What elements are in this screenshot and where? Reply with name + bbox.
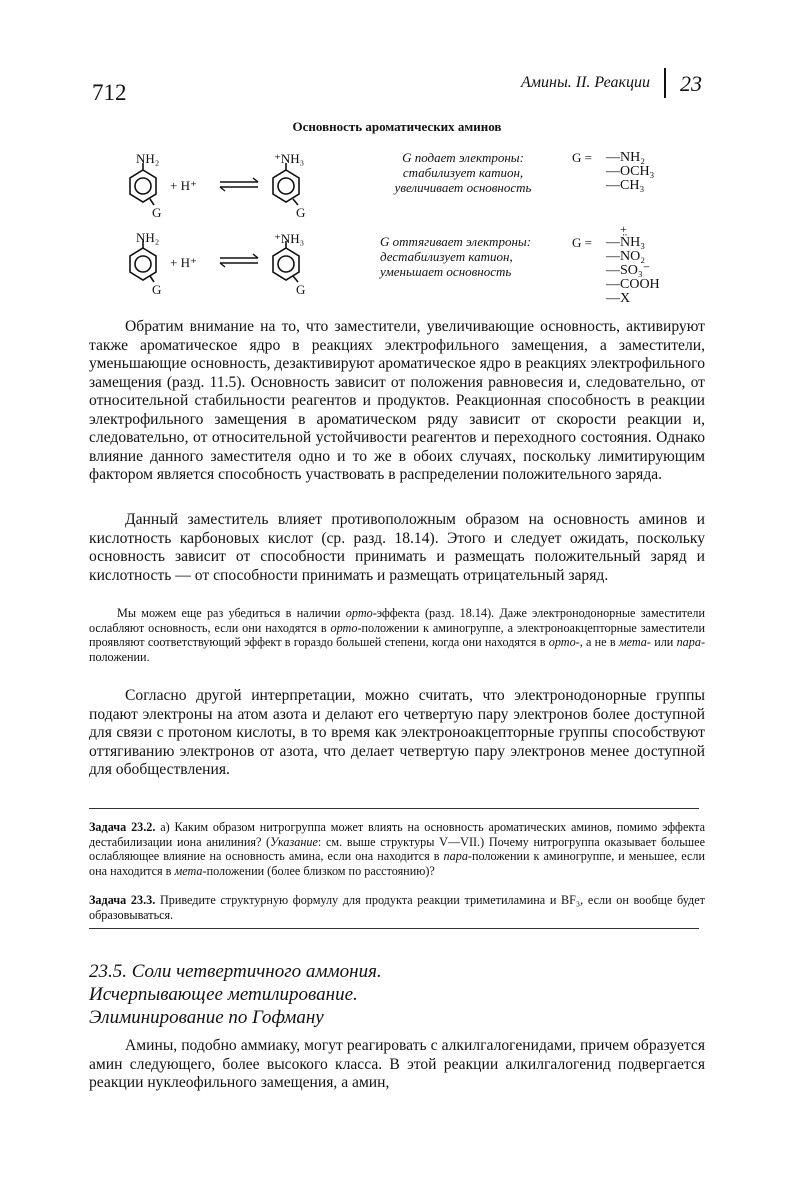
figure-title: Основность ароматических аминов (292, 119, 502, 134)
section-heading-line: Элиминирование по Гофману (89, 1007, 324, 1028)
running-title: Амины. II. Реакции (521, 74, 650, 91)
g-prefix-2: G = (572, 235, 592, 250)
group-item: —X (606, 291, 631, 306)
donor-note: G подает электроны: стабилизует катион, увеличивает основность (394, 150, 532, 195)
nh2-label-2: NH₂ (136, 230, 160, 245)
paragraph-3: Согласно другой интерпретации, можно считать, что электронодонорные группы подают электроны на атом азота и делают его четвертую пару электронов более доступной для связи с протоном кислоты, в то время как электроноакцепторные группы способствуют оттягиванию электронов от азота, что делает четвертую пару электронов менее доступной для обобществления. (89, 687, 705, 778)
benzene-ring-right-1 (273, 163, 299, 205)
chapter-number: 23 (680, 71, 702, 96)
plus-mark: + (620, 222, 627, 236)
section-heading-line: 23.5. Соли четвертичного аммония. (89, 961, 382, 982)
benzene-ring-left-2 (130, 241, 156, 282)
problem-23-2: Задача 23.2. а) Каким образом нитрогруппа может влиять на основность ароматических аминов, помимо эффекта дестабилизации иона анилиния? (Указание: см. выше структуры V—VII.) Почему нитрогруппа оказывает большее ослабляющее влияние на основность амина, если она находится в пара-положении к аминогруппе, и меньшее, если она находится в мета-положении (более близком по расстоянию)? (89, 820, 706, 878)
group-item: —NH₂ (606, 150, 646, 165)
problems-top-rule (89, 808, 699, 809)
paragraph-1: Обратим внимание на то, что заместители, увеличивающие основность, активируют также ароматическое ядро в реакциях электрофильного замещения, а заместители, уменьшающие основность, дезактивируют ароматическое ядро в реакциях электрофильного замещения (разд. 11.5). Основность зависит от положения равновесия и, следовательно, от относительной стабильности реагентов и продуктов. Реакционная способность в реакции электрофильного замещения в ароматическом ряду зависит от скорости реакции и, следовательно, от относительной устойчивости реагентов и переходного состояния. Однако влияние данного заместителя одно и то же в обоих случаях, поскольку лимитирующим фактором является способность участвовать в распределении положительного заряда. (89, 318, 705, 483)
acceptor-groups (606, 236, 660, 306)
benzene-ring-right-2 (273, 241, 299, 282)
reaction-scheme (110, 145, 330, 305)
small-note: Мы можем еще раз убедиться в наличии орто-эффекта (разд. 18.14). Даже электронодонорные заместители ослабляют основность, если они находятся в орто-положении к аминогруппе, а электроноакцепторные заместители проявляют соответствующий эффект в гораздо большей степени, когда они находятся в орто-, а не в мета- или пара-положении. (89, 606, 706, 664)
plus-h-2: + H⁺ (170, 255, 197, 270)
problems-bottom-rule (89, 928, 699, 929)
header-divider (664, 68, 666, 98)
group-item: —NO₂ (606, 249, 646, 264)
benzene-ring-left-1 (130, 163, 156, 205)
equilibrium-arrows-1 (220, 178, 258, 191)
donor-groups (606, 151, 654, 193)
g-label-right-1: G (296, 205, 306, 220)
group-item: —SO₃⁻ (606, 263, 651, 278)
g-label-left-1: G (152, 205, 162, 220)
nh3-label-2: ⁺NH₃ (274, 231, 305, 246)
paragraph-2: Данный заместитель влияет противоположным образом на основность аминов и кислотность карбоновых кислот (ср. разд. 18.14). Этого и следует ожидать, поскольку основность зависит от способности принимать и размещать положительный заряд и кислотность — от способности принимать и размещать отрицательный заряд. (89, 511, 705, 584)
group-item: —COOH (606, 277, 660, 292)
paragraph-4: Амины, подобно аммиаку, могут реагировать с алкилгалогенидами, причем образуется амин следующего, более высокого класса. В этой реакции алкилгалогенид подвергается реакции нуклеофильного замещения, а амин, (89, 1037, 705, 1091)
page-number: 712 (92, 80, 127, 105)
section-heading-line: Исчерпывающее метилирование. (89, 984, 358, 1005)
group-item: —CH₃ (606, 178, 645, 193)
g-label-left-2: G (152, 282, 162, 297)
section-heading (89, 960, 382, 1029)
group-item: —N̈H₃ (606, 235, 646, 250)
nh2-label-1: NH₂ (136, 151, 160, 166)
acceptor-note: G оттягивает электроны: дестабилизует катион, уменьшает основность (380, 234, 532, 279)
g-label-right-2: G (296, 282, 306, 297)
problem-23-3: Задача 23.3. Приведите структурную формулу для продукта реакции триметиламина и BF₃, если он вообще будет образовываться. (89, 893, 705, 922)
group-item: —OCH₃ (606, 164, 655, 179)
plus-h-1: + H⁺ (170, 178, 197, 193)
g-prefix-1: G = (572, 150, 592, 165)
nh3-label-1: ⁺NH₃ (274, 151, 305, 166)
equilibrium-arrows-2 (220, 254, 258, 267)
